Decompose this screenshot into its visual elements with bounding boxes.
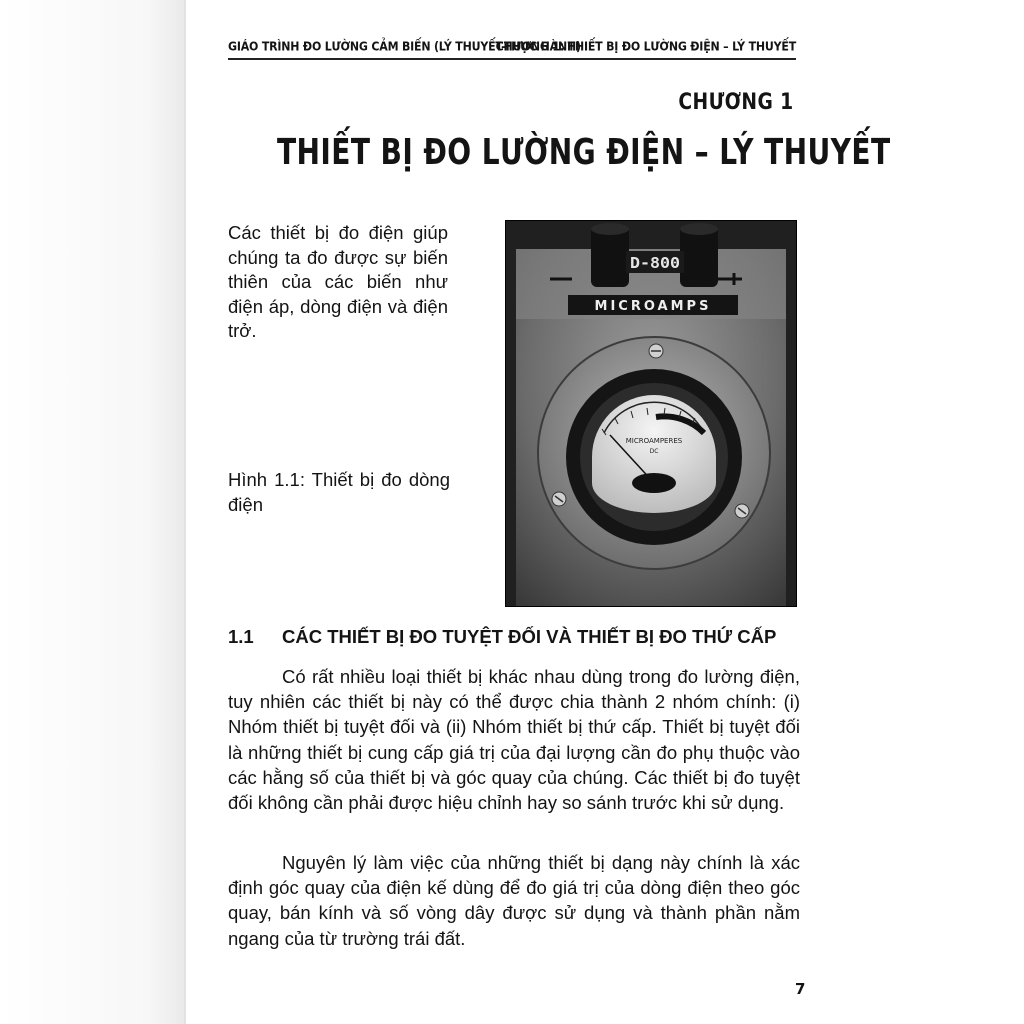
microammeter-illustration [506,221,796,606]
body-paragraph: Có rất nhiều loại thiết bị khác nhau dùng trong đo lường điện, tuy nhiên các thiết bị này có thể được chia thành 2 nhóm chính: (i) Nhóm thiết bị tuyệt đối và (ii) Nhóm thiết bị thứ cấp. Thiết bị tuyệt đối là những thiết bị cung cấp giá trị của đại lượng cần đo phụ thuộc vào các hằng số của thiết bị và góc quay của chúng. Các thiết bị đo tuyệt đối không cần phải được hiệu chỉnh hay so sánh trước khi sử dụng. [228,666,800,814]
figure-caption: Hình 1.1: Thiết bị đo dòng điện [228,469,450,515]
intro-paragraph: Các thiết bị đo điện giúp chúng ta đo được sự biến thiên của các biến như điện áp, dòng điện và điện trở. [228,222,448,341]
page-edge [184,0,186,1024]
chapter-title: THIẾT BỊ ĐO LƯỜNG ĐIỆN – LÝ THUYẾT [277,132,891,173]
dial-label-text: MICROAMPERES [625,437,683,445]
chapter-label: CHƯƠNG 1 [678,90,794,115]
running-header [228,38,796,60]
section-title: CÁC THIẾT BỊ ĐO TUYỆT ĐỐI VÀ THIẾT BỊ ĐO THỨ CẤP [282,626,777,647]
device-model-text: D-800 [630,254,680,272]
page-number: 7 [795,980,806,998]
section-number: 1.1 [228,626,254,647]
dial-sub-text: DC [649,448,659,455]
header-chapter-title: CHƯƠNG 1: THIẾT BỊ ĐO LƯỜNG ĐIỆN – LÝ THUYẾT [495,39,796,54]
device-label-text: MICROAMPS [594,299,712,314]
header-book-title: GIÁO TRÌNH ĐO LƯỜNG CẢM BIẾN (LÝ THUYẾT-THỰC HÀNH) [228,39,581,54]
book-gutter [0,0,186,1024]
body-paragraph: Nguyên lý làm việc của những thiết bị dạng này chính là xác định góc quay của điện kế dùng để đo giá trị của dòng điện theo góc quay, bán kính và số vòng dây được sử dụng và thành phần nằm ngang của từ trường trái đất. [228,852,800,949]
figure-microammeter-photo [505,220,797,607]
section-heading [228,626,808,648]
